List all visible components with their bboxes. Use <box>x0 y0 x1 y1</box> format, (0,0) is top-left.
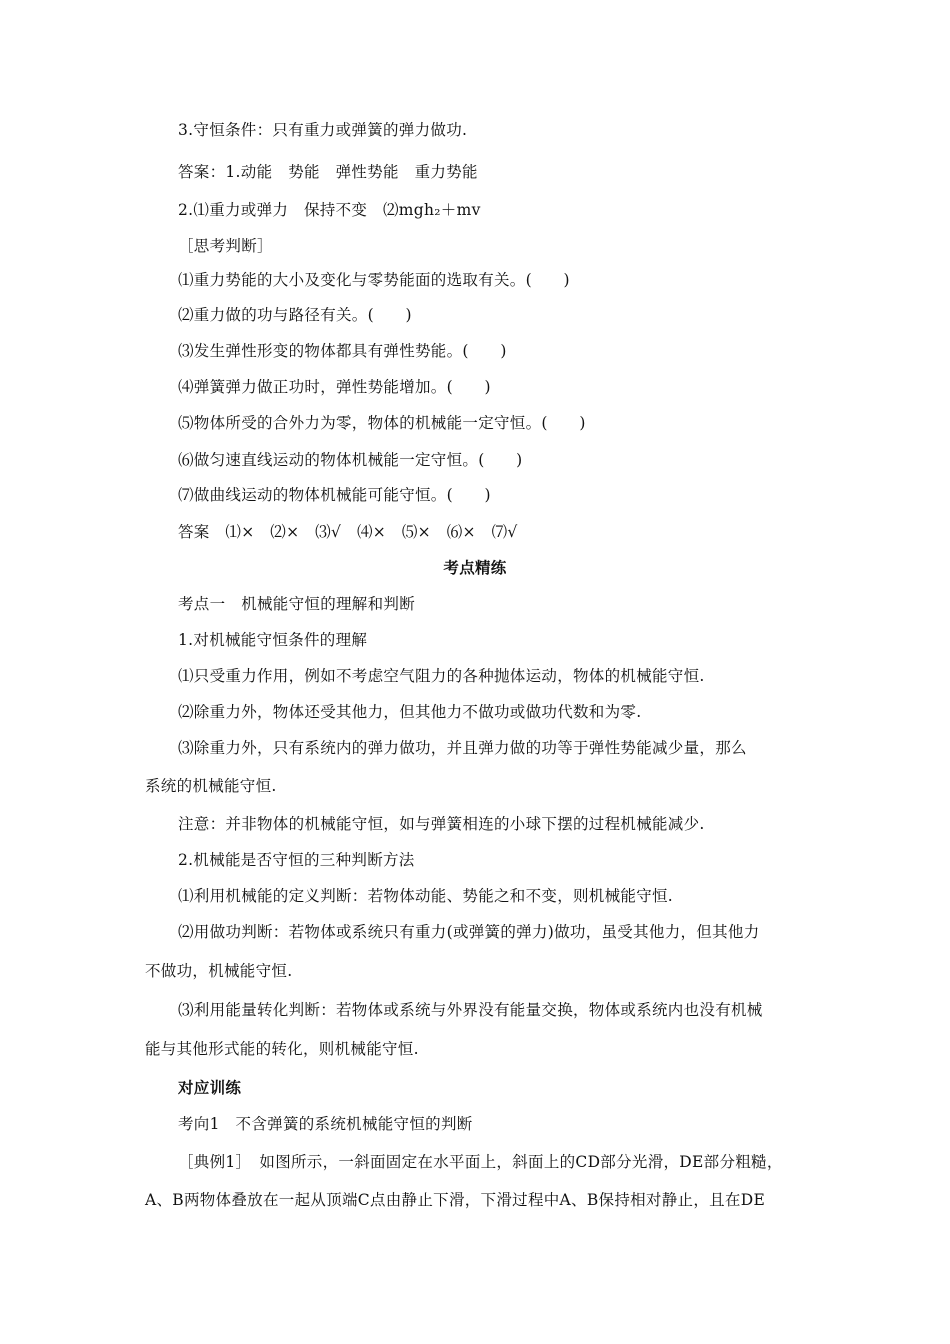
judge-item-5: ⑸物体所受的合外力为零，物体的机械能一定守恒。( ) <box>178 414 586 432</box>
method-item-3: ⑶利用能量转化判断：若物体或系统与外界没有能量交换，物体或系统内也没有机械 <box>178 1001 763 1019</box>
method-item-1: ⑴利用机械能的定义判断：若物体动能、势能之和不变，则机械能守恒. <box>178 887 674 905</box>
conservation-condition: 3.守恒条件：只有重力或弹簧的弹力做功. <box>178 121 468 139</box>
judge-item-2: ⑵重力做的功与路径有关。( ) <box>178 306 412 324</box>
exam-point-1-title: 考点一 机械能守恒的理解和判断 <box>178 595 416 613</box>
practice-heading: 对应训练 <box>178 1079 242 1097</box>
answer-line-2: 2.⑴重力或弹力 保持不变 ⑵mgh₂＋mv <box>178 201 481 219</box>
method-item-3-cont: 能与其他形式能的转化，则机械能守恒. <box>145 1040 419 1058</box>
condition-item-3: ⑶除重力外，只有系统内的弹力做功，并且弹力做的功等于弹性势能减少量，那么 <box>178 739 747 757</box>
judge-answers: 答案 ⑴× ⑵× ⑶√ ⑷× ⑸× ⑹× ⑺√ <box>178 523 518 541</box>
section-heading-exam-points: 考点精练 <box>443 559 507 577</box>
judge-item-7: ⑺做曲线运动的物体机械能可能守恒。( ) <box>178 486 491 504</box>
judge-item-1: ⑴重力势能的大小及变化与零势能面的选取有关。( ) <box>178 271 570 289</box>
answer-line-1: 答案：1.动能 势能 弹性势能 重力势能 <box>178 163 478 181</box>
think-judge-heading: ［思考判断］ <box>178 237 273 255</box>
condition-item-1: ⑴只受重力作用，例如不考虑空气阻力的各种抛体运动，物体的机械能守恒. <box>178 667 705 685</box>
direction-1-title: 考向1 不含弹簧的系统机械能守恒的判断 <box>178 1115 473 1133</box>
subsection-2-title: 2.机械能是否守恒的三种判断方法 <box>178 851 415 869</box>
condition-item-2: ⑵除重力外，物体还受其他力，但其他力不做功或做功代数和为零. <box>178 703 642 721</box>
note-line: 注意：并非物体的机械能守恒，如与弹簧相连的小球下摆的过程机械能减少. <box>178 815 705 833</box>
subsection-1-title: 1.对机械能守恒条件的理解 <box>178 631 368 649</box>
judge-item-4: ⑷弹簧弹力做正功时，弹性势能增加。( ) <box>178 378 491 396</box>
method-item-2: ⑵用做功判断：若物体或系统只有重力(或弹簧的弹力)做功，虽受其他力，但其他力 <box>178 923 760 941</box>
example-1-line-1: ［典例1］ 如图所示，一斜面固定在水平面上，斜面上的CD部分光滑，DE部分粗糙， <box>178 1153 783 1171</box>
judge-item-6: ⑹做匀速直线运动的物体机械能一定守恒。( ) <box>178 451 523 469</box>
example-1-line-2: A、B两物体叠放在一起从顶端C点由静止下滑，下滑过程中A、B保持相对静止，且在DE <box>145 1191 766 1209</box>
condition-item-3-cont: 系统的机械能守恒. <box>145 777 277 795</box>
judge-item-3: ⑶发生弹性形变的物体都具有弹性势能。( ) <box>178 342 507 360</box>
method-item-2-cont: 不做功，机械能守恒. <box>145 962 293 980</box>
